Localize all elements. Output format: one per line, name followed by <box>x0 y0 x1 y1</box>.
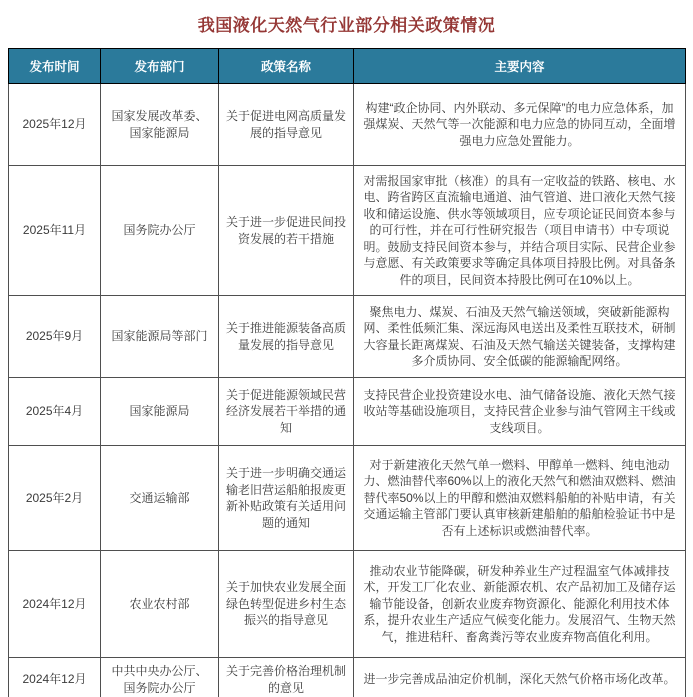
table-row <box>9 446 686 551</box>
cell-date: 2024年12月 <box>9 551 101 658</box>
cell-policy: 关于推进能源装备高质量发展的指导意见 <box>219 296 354 378</box>
table-row <box>9 166 686 296</box>
cell-content: 聚焦电力、煤炭、石油及天然气输送领域，突破新能源构网、柔性低频汇集、深远海风电送出及柔性互联技术，研制大容量长距离煤炭、石油及天然气输送关键装备，支撑构建多介质协同、安全低碳的能源输配网络。 <box>354 296 686 378</box>
cell-date: 2025年12月 <box>9 84 101 166</box>
column-header-content: 主要内容 <box>354 49 686 84</box>
cell-content: 进一步完善成品油定价机制，深化天然气价格市场化改革。 <box>354 658 686 697</box>
cell-date: 2025年9月 <box>9 296 101 378</box>
cell-date: 2024年12月 <box>9 658 101 697</box>
table-row <box>9 378 686 446</box>
cell-content: 构建“政企协同、内外联动、多元保障”的电力应急体系，加强煤炭、天然气等一次能源和电力应急的协同互动，全面增强电力应急处置能力。 <box>354 84 686 166</box>
page-title: 我国液化天然气行业部分相关政策情况 <box>197 16 496 35</box>
column-header-department: 发布部门 <box>101 49 219 84</box>
column-header-policy: 政策名称 <box>219 49 354 84</box>
header-row <box>9 49 686 84</box>
cell-department: 农业农村部 <box>101 551 219 658</box>
cell-department: 国家能源局等部门 <box>101 296 219 378</box>
cell-department: 中共中央办公厅、国务院办公厅 <box>101 658 219 697</box>
cell-department: 国家能源局 <box>101 378 219 446</box>
table-header <box>9 49 686 84</box>
cell-date: 2025年11月 <box>9 166 101 296</box>
cell-policy: 关于进一步促进民间投资发展的若干措施 <box>219 166 354 296</box>
table-row <box>9 551 686 658</box>
cell-policy: 关于进一步明确交通运输老旧营运船舶报废更新补贴政策有关适用问题的通知 <box>219 446 354 551</box>
table-row <box>9 84 686 166</box>
cell-policy: 关于完善价格治理机制的意见 <box>219 658 354 697</box>
table-body <box>9 84 686 697</box>
policy-table <box>8 48 686 697</box>
column-header-date: 发布时间 <box>9 49 101 84</box>
cell-content: 对于新建液化天然气单一燃料、甲醇单一燃料、纯电池动力、燃油替代率60%以上的液化天然气和燃油双燃料、燃油替代率50%以上的甲醇和燃油双燃料船舶的补贴申请，有关交通运输主管部门要认真审核新建船舶的船舶检验证书中是否有上述标识或燃油替代率。 <box>354 446 686 551</box>
cell-policy: 关于促进电网高质量发展的指导意见 <box>219 84 354 166</box>
cell-policy: 关于促进能源领域民营经济发展若干举措的通知 <box>219 378 354 446</box>
table-row <box>9 658 686 697</box>
cell-date: 2025年2月 <box>9 446 101 551</box>
cell-date: 2025年4月 <box>9 378 101 446</box>
cell-department: 交通运输部 <box>101 446 219 551</box>
cell-department: 国家发展改革委、国家能源局 <box>101 84 219 166</box>
cell-content: 对需报国家审批（核准）的具有一定收益的铁路、核电、水电、跨省跨区直流输电通道、油气管道、进口液化天然气接收和储运设施、供水等领域项目，应专项论证民间资本参与的可行性，并在可行性研究报告（项目申请书）中专项说明。鼓励支持民间资本参与，并结合项目实际、民营企业参与意愿、有关政策要求等确定具体项目持股比例。对具备条件的项目，民间资本持股比例可在10%以上。 <box>354 166 686 296</box>
cell-content: 推动农业节能降碳，研发种养业生产过程温室气体减排技术，开发工厂化农业、新能源农机、农产品初加工及储存运输节能设备，创新农业废弃物资源化、能源化利用技术体系，提升农业生产适应气候变化能力。发展沼气、生物天然气，推进秸秆、畜禽粪污等农业废弃物高值化利用。 <box>354 551 686 658</box>
cell-department: 国务院办公厅 <box>101 166 219 296</box>
table-row <box>9 296 686 378</box>
cell-policy: 关于加快农业发展全面绿色转型促进乡村生态振兴的指导意见 <box>219 551 354 658</box>
cell-content: 支持民营企业投资建设水电、油气储备设施、液化天然气接收站等基础设施项目，支持民营企业参与油气管网主干线或支线项目。 <box>354 378 686 446</box>
